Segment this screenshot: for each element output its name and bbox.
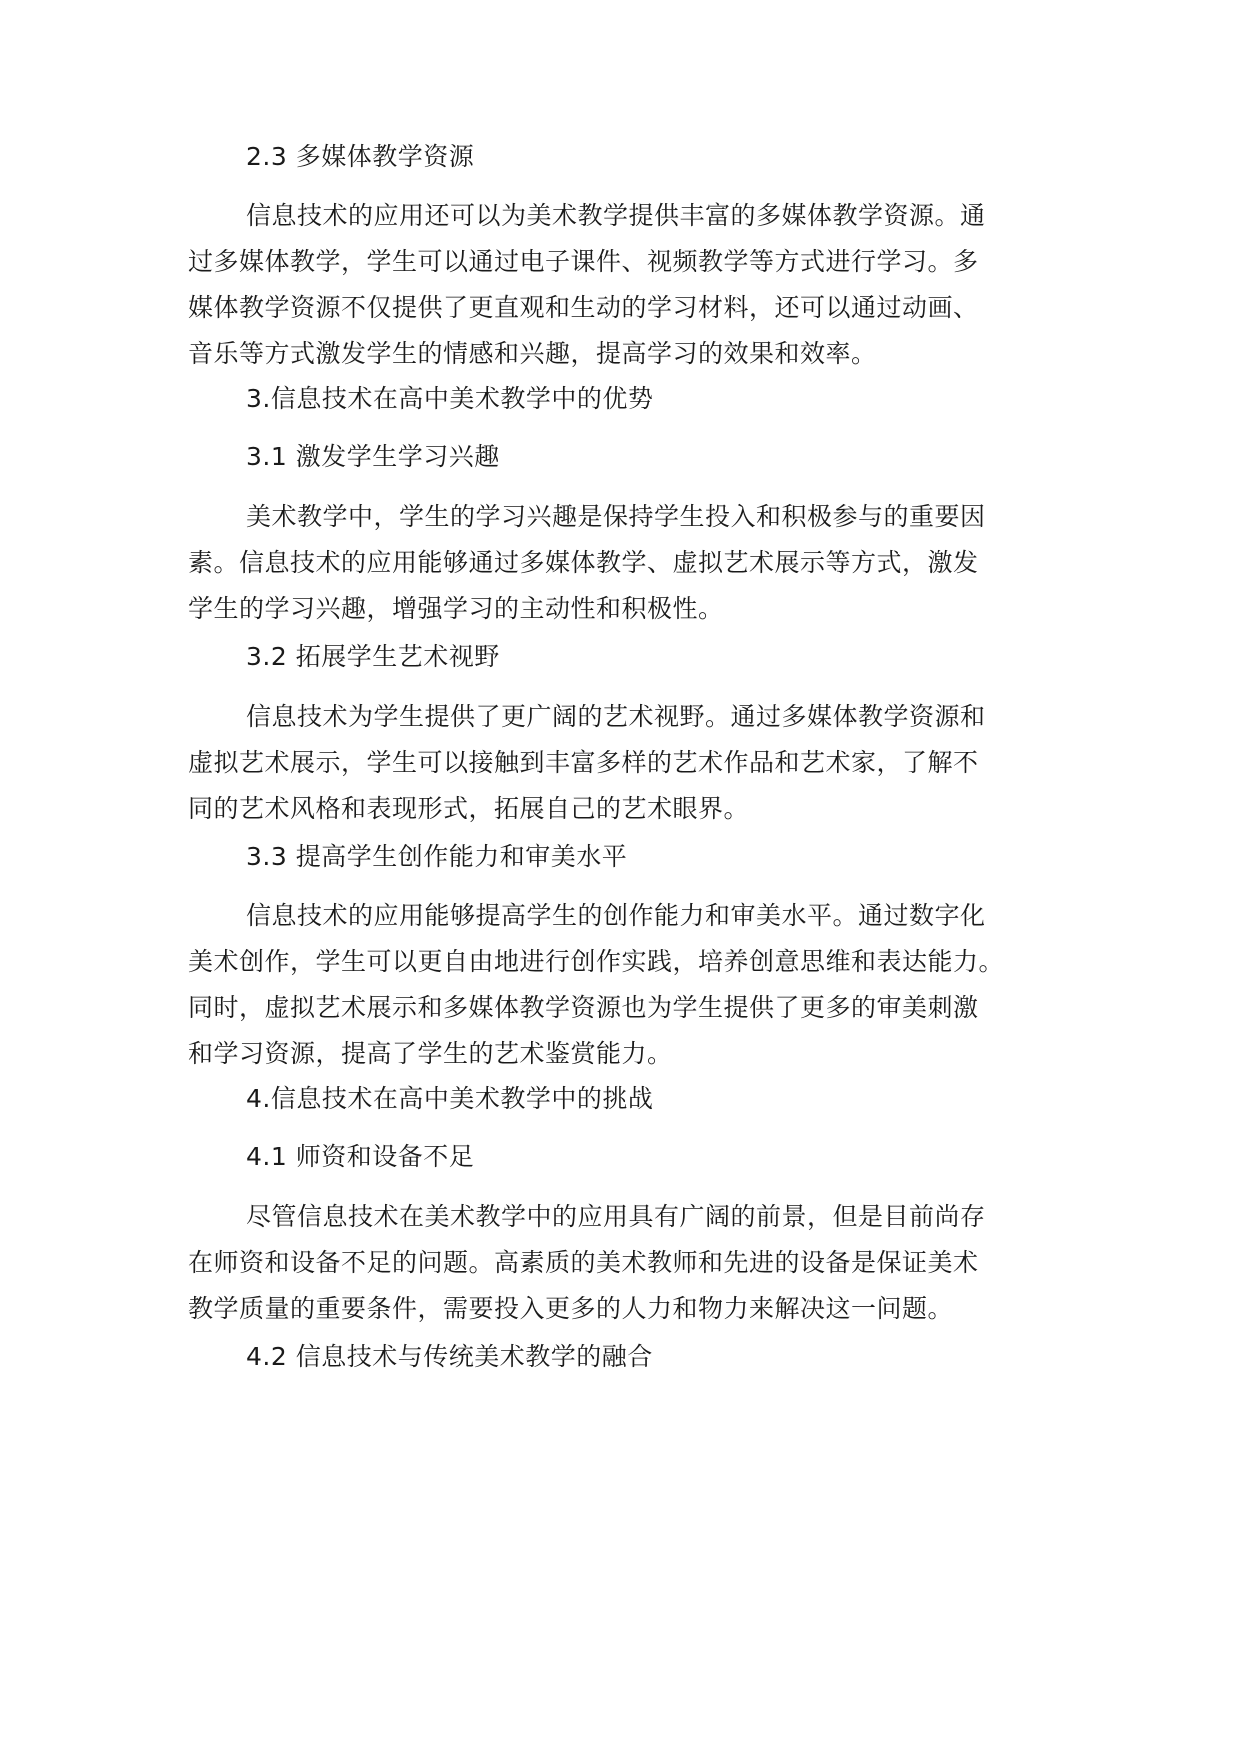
paragraph-3-1 [188,494,1068,632]
paragraph-line: 信息技术为学生提供了更广阔的艺术视野。通过多媒体教学资源和 [246,702,986,731]
paragraph-4-1 [188,1194,1068,1332]
paragraph-line: 同时，虚拟艺术展示和多媒体教学资源也为学生提供了更多的审美刺激 [188,993,979,1022]
paragraph-3-3 [188,893,1068,1077]
paragraph-line: 过多媒体教学，学生可以通过电子课件、视频教学等方式进行学习。多 [188,247,979,276]
paragraph-line: 美术教学中，学生的学习兴趣是保持学生投入和积极参与的重要因 [246,502,986,531]
paragraph-3-2 [188,694,1068,832]
paragraph-line: 媒体教学资源不仅提供了更直观和生动的学习材料，还可以通过动画、 [188,293,979,322]
section-heading-4: 4.信息技术在高中美术教学中的挑战 [246,1084,654,1113]
paragraph-line: 尽管信息技术在美术教学中的应用具有广阔的前景，但是目前尚存 [246,1202,986,1231]
section-heading-2-3: 2.3 多媒体教学资源 [246,142,475,171]
paragraph-line: 素。信息技术的应用能够通过多媒体教学、虚拟艺术展示等方式，激发 [188,548,979,577]
paragraph-line: 美术创作，学生可以更自由地进行创作实践，培养创意思维和表达能力。 [188,947,1005,976]
section-heading-3-3: 3.3 提高学生创作能力和审美水平 [246,842,628,871]
paragraph-line: 信息技术的应用还可以为美术教学提供丰富的多媒体教学资源。通 [246,201,986,230]
paragraph-2-3 [188,193,1068,377]
paragraph-line: 和学习资源，提高了学生的艺术鉴赏能力。 [188,1039,673,1068]
paragraph-line: 在师资和设备不足的问题。高素质的美术教师和先进的设备是保证美术 [188,1248,979,1277]
section-heading-4-2: 4.2 信息技术与传统美术教学的融合 [246,1342,653,1371]
paragraph-line: 信息技术的应用能够提高学生的创作能力和审美水平。通过数字化 [246,901,986,930]
section-heading-3-1: 3.1 激发学生学习兴趣 [246,442,500,471]
section-heading-3-2: 3.2 拓展学生艺术视野 [246,642,500,671]
paragraph-line: 教学质量的重要条件，需要投入更多的人力和物力来解决这一问题。 [188,1294,954,1323]
section-heading-4-1: 4.1 师资和设备不足 [246,1142,475,1171]
paragraph-line: 音乐等方式激发学生的情感和兴趣，提高学习的效果和效率。 [188,339,877,368]
section-heading-3: 3.信息技术在高中美术教学中的优势 [246,384,654,413]
paragraph-line: 学生的学习兴趣，增强学习的主动性和积极性。 [188,594,724,623]
paragraph-line: 虚拟艺术展示，学生可以接触到丰富多样的艺术作品和艺术家，了解不 [188,748,979,777]
paragraph-line: 同的艺术风格和表现形式，拓展自己的艺术眼界。 [188,794,750,823]
